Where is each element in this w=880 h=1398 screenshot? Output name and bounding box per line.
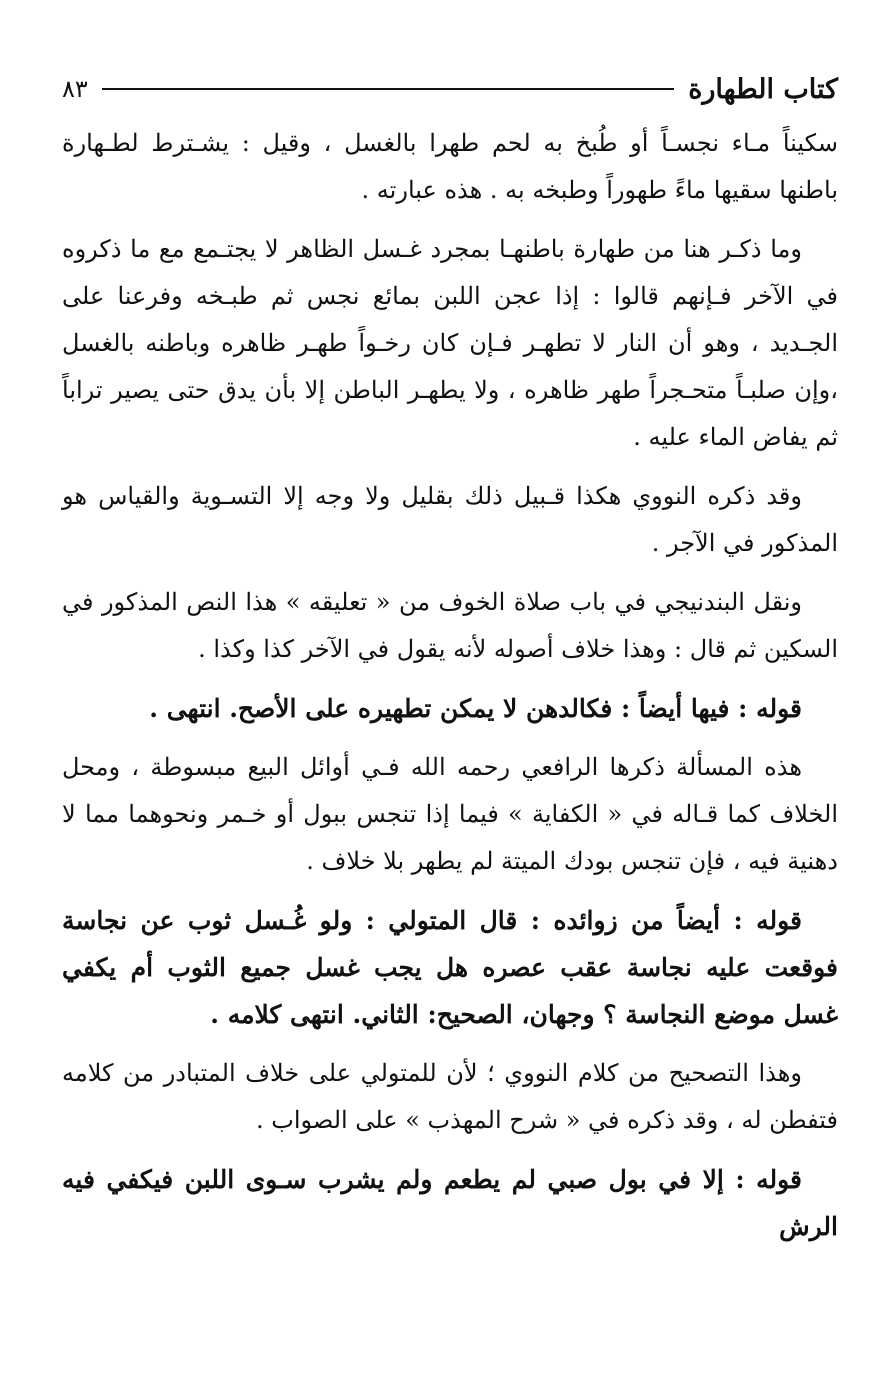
quoted-heading: قوله : أيضاً من زوائده : قال المتولي : ولو غُـسل ثوب عن نجاسة فوقعت عليه نجاسة عقب عصره هل يجب غسل جميع الثوب أم يكفي غسل موضع النجاسة ؟ وجهان، الصحيح: الثاني. انتهى كلامه . — [62, 906, 838, 1029]
chapter-title: كتاب الطهارة — [688, 73, 838, 105]
book-page — [62, 66, 838, 1262]
paragraph: هذه المسألة ذكرها الرافعي رحمه الله فـي أوائل البيع مبسوطة ، ومحل الخلاف كما قـاله في « الكفاية » فيما إذا تنجس ببول أو خـمر ونحوهما مما لا دهنية فيه ، فإن تنجس بودك الميتة لم يطهر بلا خلاف . — [62, 753, 838, 875]
page-number: ٨٣ — [62, 75, 88, 103]
paragraph: وقد ذكره النووي هكذا قـبيل ذلك بقليل ولا وجه إلا التسـوية والقياس هو المذكور في الآجر . — [62, 482, 838, 557]
paragraph: ونقل البندنيجي في باب صلاة الخوف من « تعليقه » هذا النص المذكور في السكين ثم قال : وهذا خلاف أصوله لأنه يقول في الآخر كذا وكذا . — [62, 588, 838, 663]
header-rule — [102, 88, 674, 90]
paragraph: وهذا التصحيح من كلام النووي ؛ لأن للمتولي على خلاف المتبادر من كلامه فتفطن له ، وقد ذكره في « شرح المهذب » على الصواب . — [62, 1059, 838, 1134]
quoted-heading: قوله : إلا في بول صبي لم يطعم ولم يشرب سـوى اللبن فيكفي فيه الرش — [62, 1165, 838, 1241]
body-text — [62, 120, 838, 1250]
paragraph: سكيناً مـاء نجسـاً أو طُبخ به لحم طهرا بالغسل ، وقيل : يشـترط لطـهارة باطنها سقيها ماءً طهوراً وطبخه به . هذه عبارته . — [62, 129, 838, 204]
page-header — [62, 66, 838, 112]
paragraph: وما ذكـر هنا من طهارة باطنهـا بمجرد غـسل الظاهر لا يجتـمع مع ما ذكروه في الآخر فـإنهم قالوا : إذا عجن اللبن بمائع نجس ثم طبـخه وفرعنا على الجـديد ، وهو أن النار لا تطهـر فـإن كان رخـواً طهـر ظاهره وباطنه بالغسل ،وإن صلبـاً متحـجراً طهر ظاهره ، ولا يطهـر الباطن إلا بأن يدق حتى يصير تراباً ثم يفاض الماء عليه . — [62, 235, 838, 451]
quoted-heading: قوله : فيها أيضاً : فكالدهن لا يمكن تطهيره على الأصح. انتهى . — [149, 694, 802, 723]
